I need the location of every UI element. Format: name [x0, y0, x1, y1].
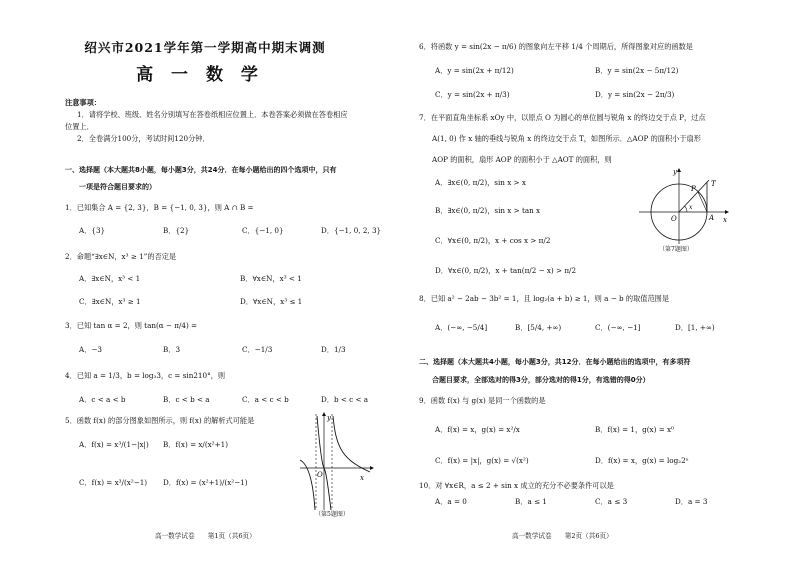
q7-label-x: x	[723, 216, 727, 224]
page-right	[397, 0, 794, 561]
q2-option-d: D．∀x∈N，x³ ≤ 1	[240, 297, 303, 306]
q6-stem: 6．将函数 y = sin(2x − π/6) 的图象向左平移 1/4 个周期后，所得图象对应的函数是	[419, 42, 693, 51]
q7-line: A(1, 0) 作 x 轴的垂线与锐角 x 的终边交于点 T，如图所示．△AOP 的面积小于扇形	[432, 134, 701, 143]
footer-left: 高一数学试卷 第1页（共6页）	[155, 532, 256, 540]
q1-stem: 1．已知集合 A = {2, 3}，B = {−1, 0, 3}，则 A ∩ B =	[65, 203, 254, 212]
notice-line: 1．请将学校、班级、姓名分别填写在答卷纸相应位置上．本卷答案必须做在答卷相应	[77, 110, 348, 119]
q5-option-d: D．f(x) = (x²+1)/(x²−1)	[163, 478, 248, 487]
q5-graph-figure	[296, 410, 376, 516]
q9-option-c: C．f(x) = |x|，g(x) = √(x²)	[435, 456, 529, 465]
q7-angle-arc	[685, 206, 688, 212]
arrow-icon	[370, 466, 374, 470]
q6-option-b: B．y = sin(2x − 5π/12)	[595, 66, 679, 75]
section1-heading: 一、选择题（本大题共8小题，每小题3分，共24分．在每小题给出的四个选项中，只有	[65, 166, 337, 174]
q7-label-p: P	[691, 185, 696, 193]
q7-label-a: A	[709, 214, 715, 222]
q7-label-angle: x	[689, 204, 693, 211]
section2-heading: 二、选择题（本大题共4小题，每小题3分，共12分．在每小题给出的选项中，有多项符	[419, 358, 691, 366]
q8-option-d: D．[1, +∞)	[675, 323, 715, 332]
q5-stem: 5．函数 f(x) 的部分图象如图所示，则 f(x) 的解析式可能是	[65, 416, 255, 425]
notice-line: 2．全卷满分100分，考试时间120分钟．	[77, 134, 210, 143]
q5-x-label: x	[360, 474, 364, 482]
q1-option-a: A．{3}	[79, 226, 106, 235]
q2-stem: 2．命题“∃x∈N，x³ ≥ 1”的否定是	[65, 252, 177, 261]
q7-option-c: C．∀x∈(0, π/2)，x + cos x > π/2	[435, 236, 551, 245]
exam-subject: 高 一 数 学	[136, 65, 264, 85]
q7-line: AOP 的面积，扇形 AOP 的面积小于 △AOT 的面积，则	[432, 155, 612, 164]
q4-option-d: D．b < c < a	[321, 395, 369, 404]
q7-option-a: A．∃x∈(0, π/2)，sin x > x	[435, 178, 526, 187]
q3-option-c: C．−1/3	[242, 345, 273, 354]
q2-option-c: C．∃x∈N，x³ ≥ 1	[79, 297, 141, 306]
q7-option-d: D．∀x∈(0, π/2)，x + tan(π/2 − x) > π/2	[435, 266, 577, 275]
q7-label-o: O	[671, 215, 677, 223]
q1-option-c: C．{−1, 0}	[242, 226, 284, 235]
q9-option-d: D．f(x) = x，g(x) = log₂2ˣ	[595, 456, 689, 465]
q7-unit-circle-figure	[633, 164, 733, 246]
q3-option-b: B．3	[163, 345, 181, 354]
footer-right: 高一数学试卷 第2页（共6页）	[512, 532, 613, 540]
q5-curve-left	[300, 460, 315, 510]
q4-option-c: C．a < c < b	[242, 395, 289, 404]
q5-option-b: B．f(x) = x/(x²+1)	[163, 440, 228, 449]
q4-option-a: A．c < a < b	[79, 395, 126, 404]
q7-line: 7．在平面直角坐标系 xOy 中，以原点 O 为圆心的单位圆与锐角 x 的终边交于点 P，过点	[419, 113, 706, 122]
exam-title: 绍兴市2021学年第一学期高中期末调测	[84, 40, 326, 55]
q10-stem: 10．对 ∀x∈R，a ≤ 2 + sin x 成立的充分不必要条件可以是	[419, 481, 614, 490]
q8-option-b: B．[5/4, +∞)	[515, 323, 562, 332]
q9-option-a: A．f(x) = x，g(x) = x²/x	[435, 425, 520, 434]
arrow-icon	[677, 168, 681, 172]
notice-heading: 注意事项：	[65, 98, 101, 107]
section1-heading-cont: 一项是符合题目要求的）	[79, 183, 156, 191]
q2-option-a: A．∃x∈N，x³ < 1	[79, 274, 141, 283]
q8-stem: 8．已知 a² − 2ab − 3b² = 1，且 log₂(a + b) ≥ 1，则 a − b 的取值范围是	[419, 294, 670, 303]
q2-option-b: B．∀x∈N，x³ < 1	[240, 274, 302, 283]
q7-label-t: T	[711, 180, 716, 188]
q9-option-b: B．f(x) = 1，g(x) = x⁰	[595, 425, 674, 434]
q10-option-b: B．a ≤ 1	[515, 497, 547, 506]
q7-chord-pa	[698, 192, 707, 212]
q4-stem: 4．已知 a = 1/3，b = log₃3，c = sin210°，则	[65, 371, 226, 380]
q8-option-c: C．(−∞, −1]	[595, 323, 641, 332]
q7-label-y: y	[673, 168, 677, 176]
q7-caption: （第7题图）	[659, 246, 693, 253]
notice-line: 位置上．	[65, 122, 94, 131]
q10-option-d: D．a = 3	[675, 497, 708, 506]
q4-option-b: B．c < b < a	[163, 395, 210, 404]
q3-option-a: A．−3	[79, 345, 102, 354]
q1-option-b: B．{2}	[163, 226, 190, 235]
q5-caption: （第5题图）	[315, 511, 349, 518]
q5-option-a: A．f(x) = x³/(1−|x|)	[79, 440, 149, 449]
q6-option-a: A．y = sin(2x + π/12)	[435, 66, 514, 75]
arrow-icon	[322, 412, 326, 416]
q7-option-b: B．∃x∈(0, π/2)，sin x > tan x	[435, 206, 541, 215]
q8-option-a: A．(−∞, −5/4]	[435, 323, 488, 332]
q5-origin-label: O	[317, 471, 323, 479]
q6-option-d: D．y = sin(2x − 2π/3)	[595, 90, 675, 99]
q6-option-c: C．y = sin(2x + π/3)	[435, 90, 510, 99]
q5-curve-right	[333, 416, 370, 472]
q10-option-a: A．a = 0	[435, 497, 467, 506]
q9-stem: 9．函数 f(x) 与 g(x) 是同一个函数的是	[419, 396, 546, 405]
q10-option-c: C．a ≤ 3	[595, 497, 628, 506]
q3-option-d: D．1/3	[321, 345, 346, 354]
section2-heading-cont: 合题目要求，全部选对的得3分，部分选对的得1分，有选错的得0分）	[432, 376, 650, 384]
q1-option-d: D．{−1, 0, 2, 3}	[321, 226, 382, 235]
q3-stem: 3．已知 tan α = 2，则 tan(α − π/4) =	[65, 321, 198, 330]
q5-y-label: y	[327, 414, 331, 422]
arrow-icon	[725, 210, 729, 214]
q5-option-c: C．f(x) = x³/(x²−1)	[79, 478, 148, 487]
